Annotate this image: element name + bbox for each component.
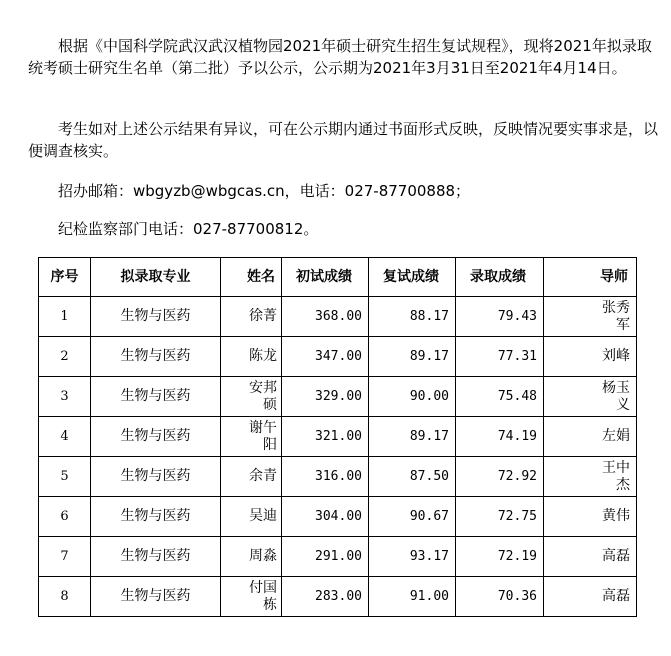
cell-retest-score: 90.67 bbox=[369, 497, 456, 537]
cell-initial-score: 329.00 bbox=[282, 377, 369, 417]
cell-retest-score: 93.17 bbox=[369, 537, 456, 577]
cell-retest-score: 91.00 bbox=[369, 577, 456, 617]
cell-name: 安邦硕 bbox=[221, 377, 282, 417]
cell-initial-score: 321.00 bbox=[282, 417, 369, 457]
cell-retest-score: 87.50 bbox=[369, 457, 456, 497]
table-row bbox=[39, 417, 637, 457]
cell-admission-score: 79.43 bbox=[456, 297, 544, 337]
header-admission-score: 录取成绩 bbox=[456, 258, 544, 297]
cell-admission-score: 72.19 bbox=[456, 537, 544, 577]
table-row bbox=[39, 577, 637, 617]
cell-name: 周淼 bbox=[221, 537, 282, 577]
cell-admission-score: 74.19 bbox=[456, 417, 544, 457]
header-major: 拟录取专业 bbox=[91, 258, 221, 297]
header-seq: 序号 bbox=[39, 258, 91, 297]
cell-admission-score: 75.48 bbox=[456, 377, 544, 417]
cell-name: 付国栋 bbox=[221, 577, 282, 617]
cell-initial-score: 304.00 bbox=[282, 497, 369, 537]
cell-retest-score: 88.17 bbox=[369, 297, 456, 337]
cell-seq: 6 bbox=[39, 497, 91, 537]
cell-retest-score: 89.17 bbox=[369, 337, 456, 377]
cell-tutor: 高磊 bbox=[544, 577, 637, 617]
cell-major: 生物与医药 bbox=[91, 577, 221, 617]
cell-major: 生物与医药 bbox=[91, 297, 221, 337]
cell-seq: 2 bbox=[39, 337, 91, 377]
cell-major: 生物与医药 bbox=[91, 497, 221, 537]
cell-initial-score: 316.00 bbox=[282, 457, 369, 497]
objection-paragraph: 考生如对上述公示结果有异议，可在公示期内通过书面形式反映，反映情况要实事求是，以便调查核实。 bbox=[28, 120, 659, 160]
cell-name: 谢午阳 bbox=[221, 417, 282, 457]
admission-table bbox=[38, 257, 637, 617]
cell-major: 生物与医药 bbox=[91, 337, 221, 377]
table-row bbox=[39, 377, 637, 417]
header-initial-score: 初试成绩 bbox=[282, 258, 369, 297]
cell-initial-score: 347.00 bbox=[282, 337, 369, 377]
cell-major: 生物与医药 bbox=[91, 377, 221, 417]
header-name: 姓名 bbox=[221, 258, 282, 297]
table-header-row bbox=[39, 258, 637, 297]
cell-tutor: 高磊 bbox=[544, 537, 637, 577]
cell-tutor: 王中杰 bbox=[544, 457, 637, 497]
cell-tutor: 黄伟 bbox=[544, 497, 637, 537]
table-row bbox=[39, 497, 637, 537]
cell-name: 徐菁 bbox=[221, 297, 282, 337]
table-row bbox=[39, 337, 637, 377]
cell-name: 陈龙 bbox=[221, 337, 282, 377]
cell-admission-score: 72.92 bbox=[456, 457, 544, 497]
header-tutor: 导师 bbox=[544, 258, 637, 297]
announcement-paragraph: 根据《中国科学院武汉武汉植物园2021年硕士研究生招生复试规程》，现将2021年拟录取统考硕士研究生名单（第二批）予以公示，公示期为2021年3月31日至2021年4月14日。 bbox=[28, 37, 652, 77]
cell-initial-score: 368.00 bbox=[282, 297, 369, 337]
discipline-phone-paragraph: 纪检监察部门电话：027-87700812。 bbox=[58, 220, 319, 238]
table-row bbox=[39, 457, 637, 497]
cell-major: 生物与医药 bbox=[91, 457, 221, 497]
cell-tutor: 杨玉义 bbox=[544, 377, 637, 417]
cell-initial-score: 283.00 bbox=[282, 577, 369, 617]
cell-retest-score: 90.00 bbox=[369, 377, 456, 417]
table-row bbox=[39, 297, 637, 337]
cell-tutor: 张秀军 bbox=[544, 297, 637, 337]
cell-seq: 7 bbox=[39, 537, 91, 577]
cell-admission-score: 77.31 bbox=[456, 337, 544, 377]
cell-name: 余青 bbox=[221, 457, 282, 497]
cell-admission-score: 70.36 bbox=[456, 577, 544, 617]
cell-retest-score: 89.17 bbox=[369, 417, 456, 457]
cell-major: 生物与医药 bbox=[91, 417, 221, 457]
cell-tutor: 左娟 bbox=[544, 417, 637, 457]
cell-name: 吴迪 bbox=[221, 497, 282, 537]
cell-seq: 3 bbox=[39, 377, 91, 417]
contact-paragraph: 招办邮箱：wbgyzb@wbgcas.cn，电话：027-87700888； bbox=[58, 182, 471, 200]
cell-seq: 5 bbox=[39, 457, 91, 497]
cell-tutor: 刘峰 bbox=[544, 337, 637, 377]
cell-major: 生物与医药 bbox=[91, 537, 221, 577]
cell-seq: 8 bbox=[39, 577, 91, 617]
cell-admission-score: 72.75 bbox=[456, 497, 544, 537]
header-retest-score: 复试成绩 bbox=[369, 258, 456, 297]
cell-seq: 1 bbox=[39, 297, 91, 337]
cell-seq: 4 bbox=[39, 417, 91, 457]
table-row bbox=[39, 537, 637, 577]
cell-initial-score: 291.00 bbox=[282, 537, 369, 577]
